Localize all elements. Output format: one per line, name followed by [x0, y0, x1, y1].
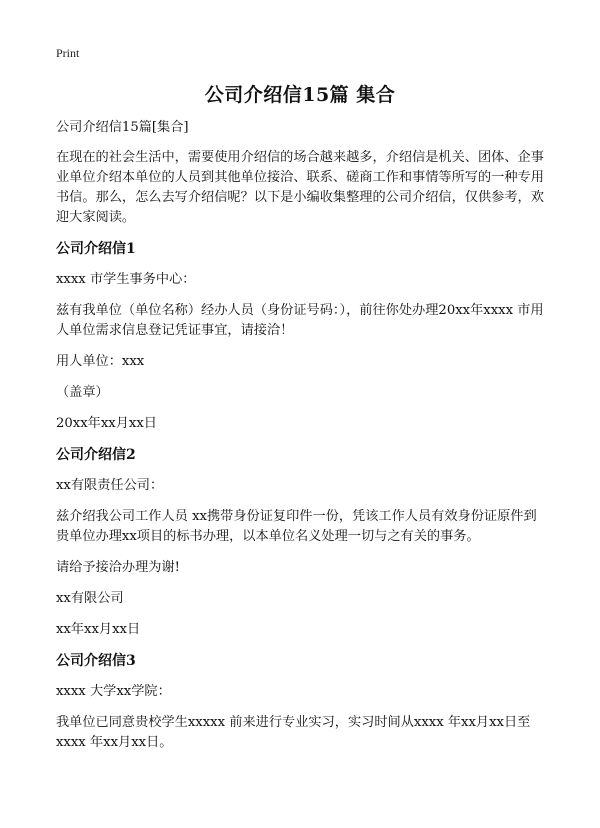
document-subtitle: 公司介绍信15篇[集合] [56, 120, 189, 135]
letter-date: xx年xx月xx日 [56, 622, 141, 637]
section-heading: 公司介绍信2 [56, 447, 136, 463]
document-body [56, 118, 548, 764]
page-title: 公司介绍信15篇 集合 [204, 84, 396, 106]
print-link[interactable]: Print [56, 46, 80, 60]
section-heading: 公司介绍信1 [56, 241, 136, 257]
letter-body: 兹介绍我公司工作人员 xx携带身份证复印件一份，凭该工作人员有效身份证原件到贵单位办理xx项目的标书办理，以本单位名义处理一切与之有关的事务。 [56, 509, 537, 544]
letter-signature-unit: xx有限公司 [56, 591, 124, 606]
letter-recipient: xxxx 大学xx学院： [56, 684, 171, 699]
letter-date: 20xx年xx月xx日 [56, 416, 157, 431]
letter-recipient: xx有限责任公司： [56, 478, 164, 493]
letter-seal: （盖章） [56, 385, 109, 400]
letter-body: 我单位已同意贵校学生xxxxx 前来进行专业实习，实习时间从xxxx 年xx月xx日至xxxx 年xx月xx日。 [56, 715, 531, 750]
letter-body: 兹有我单位（单位名称）经办人员（身份证号码：），前往你处办理20xx年xxxx 市用人单位需求信息登记凭证事宜，请接洽！ [56, 303, 544, 338]
letter-recipient: xxxx 市学生事务中心： [56, 272, 196, 287]
intro-paragraph: 在现在的社会生活中，需要使用介绍信的场合越来越多，介绍信是机关、团体、企事业单位介绍本单位的人员到其他单位接洽、联系、磋商工作和事情等所写的一种专用书信。那么，怎么去写介绍信呢？以下是小编收集整理的公司介绍信，仅供参考，欢迎大家阅读。 [56, 150, 544, 225]
letter-signature-unit: 用人单位：xxx [56, 354, 145, 369]
letter-closing: 请给予接洽办理为谢! [56, 560, 180, 575]
section-heading: 公司介绍信3 [56, 653, 136, 669]
